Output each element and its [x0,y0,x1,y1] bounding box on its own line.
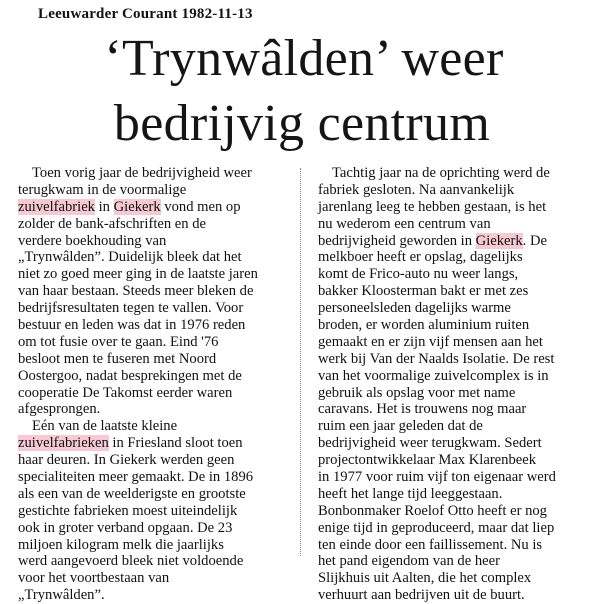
text-line [18,486,288,503]
headline-line-1: ‘Trynwâlden’ weer [104,30,504,87]
text-segment: in Friesland sloot toen [108,435,243,452]
text-line [318,520,588,537]
text-segment: caravans. Het is trouwens nog maar [318,401,527,418]
text-segment: haar deuren. In Giekerk werden geen [18,452,235,469]
highlighted-term: zuivelfabrieken [18,435,109,452]
text-line [18,266,288,283]
text-line [18,351,288,368]
text-segment: Slijkhuis uit Aalten, die het complex [318,570,532,587]
text-line [318,165,588,182]
text-segment: miljoen kilogram melk die jaarlijks [18,536,224,553]
text-segment: afgesprongen. [18,401,101,418]
text-line [18,537,288,554]
text-segment: nu wederom een centrum van [318,215,491,232]
text-line [318,469,588,486]
text-segment: Oostergoo, nadat besprekingen met de [18,367,242,384]
column-divider [300,168,301,556]
text-segment: terugkwam in de voormalige [18,181,187,198]
text-segment: gemaakt en er zijn vijf mensen aan het [318,333,543,350]
text-segment: in [94,198,114,215]
text-line [318,587,588,604]
text-line [18,300,288,317]
text-line [318,503,588,520]
text-segment: zolder de bank-afschriften en de [18,215,207,232]
text-line [318,300,588,317]
text-line [318,199,588,216]
text-line [18,401,288,418]
text-segment: bedrijvigheid geworden in [318,232,476,249]
text-line [18,334,288,351]
text-segment: cooperatie De Takomst eerder waren [18,384,233,401]
text-line [318,216,588,233]
text-line [18,418,288,435]
text-segment: heeft het lange tijd leeggestaan. [318,485,503,502]
text-segment: Bonbonmaker Roelof Otto heeft er nog [318,502,547,519]
text-line [318,283,588,300]
text-line [18,469,288,486]
text-line [318,435,588,452]
text-segment: gebruik als opslag voor met name [318,384,516,401]
text-segment: werd aangevoerd bleek niet voldoende [18,553,244,570]
text-line [18,503,288,520]
text-segment: besloot men te fuseren met Noord [18,350,217,367]
text-segment: bestuur en leden was dat in 1976 reden [18,317,246,334]
text-segment: van haar bestaan. Steeds meer bleken de [18,283,254,300]
text-segment: om tot fusie over te gaan. Eind '76 [18,333,219,350]
text-line [18,317,288,334]
article-column-left [18,165,288,604]
text-segment: ook in groter verband opgaan. De 23 [18,519,233,536]
text-line [18,368,288,385]
text-line [318,385,588,402]
text-line [318,401,588,418]
text-line [318,182,588,199]
text-segment: gestichte fabrieken moest uiteindelijk [18,502,238,519]
text-segment: van het voormalige zuivelcomplex is in [318,367,549,384]
text-segment: . De [522,232,547,249]
text-line [18,283,288,300]
text-line [318,334,588,351]
text-line [318,570,588,587]
text-line [18,570,288,587]
text-segment: Eén van de laatste kleine [32,418,178,435]
text-segment: enige tijd in geproduceerd, maar dat liep [318,519,555,536]
text-segment: projectontwikkelaar Max Klarenbeek [318,452,537,469]
text-segment: bedrijvigheid weer terugkwam. Sedert [318,435,542,452]
text-line [18,216,288,233]
headline-line-2: bedrijvig centrum [113,95,491,152]
text-segment: broden, er worden aluminium ruiten [318,317,530,334]
text-line [18,182,288,199]
text-segment: bakker Kloosterman bakt er met zes [318,283,529,300]
text-segment: verdere boekhouding van [18,232,167,249]
highlighted-term: zuivelfabriek [18,198,95,215]
text-line [18,199,288,216]
text-segment: bedrijfsresultaten tegen te vallen. Voor [18,300,244,317]
article-column-right [318,165,588,604]
text-segment: „Trynwâlden”. [18,587,105,604]
text-line [318,486,588,503]
text-segment: vond men op [160,198,241,215]
text-line [318,452,588,469]
text-line [18,165,288,182]
text-segment: als een van de weelderigste en grootste [18,485,246,502]
text-segment: werk bij Van der Naalds Isolatie. De rest [318,350,555,367]
newspaper-source-label: Leeuwarder Courant 1982-11-13 [38,6,253,22]
text-line [318,418,588,435]
text-line [18,520,288,537]
text-segment: het pand eigendom van de heer [318,553,500,570]
text-line [18,249,288,266]
text-line [318,266,588,283]
text-segment: verhuurt aan bedrijven uit de buurt. [318,587,525,604]
text-line [318,233,588,250]
highlighted-term: Giekerk [475,232,523,249]
text-segment: fabriek gesloten. Na aanvankelijk [318,181,515,198]
text-line [318,368,588,385]
text-line [318,249,588,266]
text-line [18,452,288,469]
text-segment: jarenlang leeg te hebben gestaan, is het [318,198,547,215]
text-line [318,317,588,334]
text-segment: Toen vorig jaar de bedrijvigheid weer [32,165,252,181]
text-line [18,587,288,604]
text-segment: komt de Frico-auto nu weer langs, [318,266,519,283]
text-segment: Tachtig jaar na de oprichting werd de [332,165,550,181]
text-segment: ten einde door een faillissement. Nu is [318,536,543,553]
text-segment: voor het voortbestaan van [18,570,170,587]
text-line [18,435,288,452]
highlighted-term: Giekerk [113,198,161,215]
text-segment: specialiteiten meer gemaakt. De in 1896 [18,469,254,486]
text-segment: niet zo goed meer ging in de laatste jaren [18,266,258,283]
text-line [18,385,288,402]
text-segment: melkboer heeft er opslag, dagelijks [318,249,523,266]
text-segment: ruim een jaar geleden dat de [318,418,483,435]
text-segment: „Trynwâlden”. Duidelijk bleek dat het [18,249,242,266]
text-line [318,537,588,554]
text-line [18,233,288,250]
text-line [318,351,588,368]
text-segment: in 1977 voor ruim vijf ton eigenaar werd [318,469,556,486]
text-segment: personeelsleden dagelijks warme [318,300,511,317]
